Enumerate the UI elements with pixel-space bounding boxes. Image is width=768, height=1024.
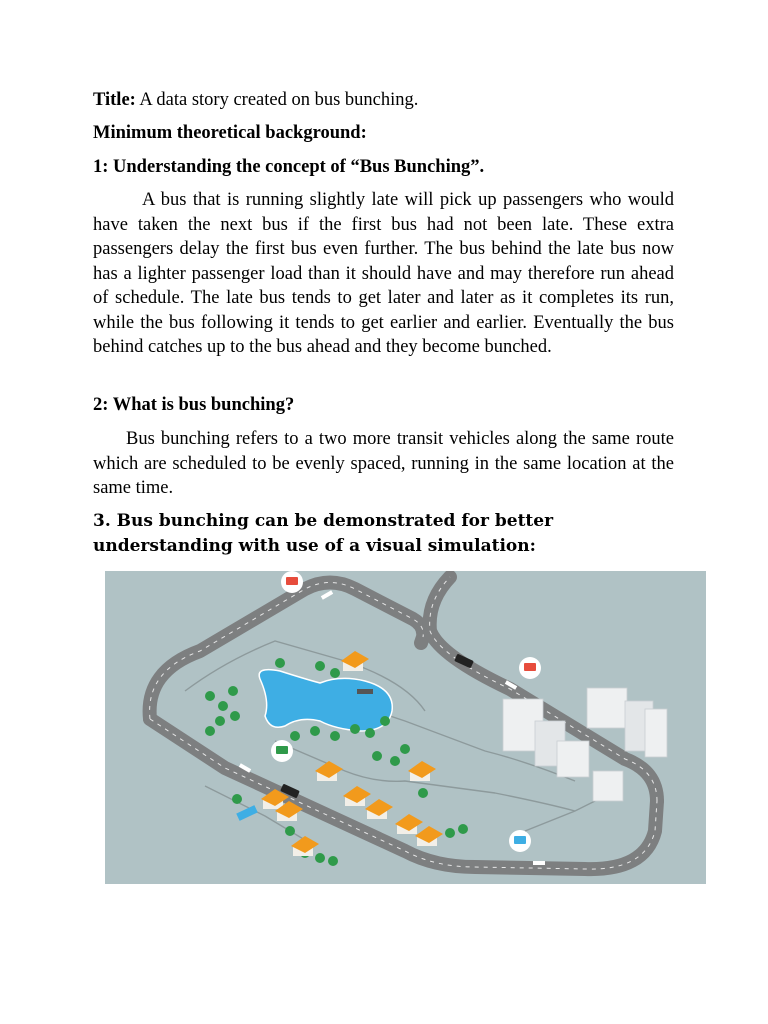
pier: [357, 689, 373, 694]
title-line: [93, 88, 674, 113]
section1-paragraph: A bus that is running slightly late will pick up passengers who would have taken the next bus if the first bus had not been late. These extra passengers delay the first bus even further. The bus behind the late bus now has a lighter passenger load than it should have and may therefore run ahead of schedule. The late bus tends to get later and later as it completes its run, while the bus following it tends to get earlier and earlier. Eventually the bus behind catches up to the bus ahead and they become bunched.: [93, 190, 674, 357]
section2-heading: 2: What is bus bunching?: [93, 395, 295, 415]
section3-heading: 3. Bus bunching can be demonstrated for better understanding with use of a visual simulation:: [93, 511, 554, 556]
section2-paragraph: Bus bunching refers to a two more transit vehicles along the same route which are scheduled to be evenly spaced, running in the same location at the same time.: [93, 429, 674, 498]
title-text: A data story created on bus bunching.: [135, 90, 419, 110]
bus-simulation-illustration: [105, 571, 706, 884]
title-label: Title:: [93, 90, 136, 110]
background-heading: Minimum theoretical background:: [93, 123, 367, 143]
section1-heading: 1: Understanding the concept of “Bus Bunching”.: [93, 157, 485, 177]
